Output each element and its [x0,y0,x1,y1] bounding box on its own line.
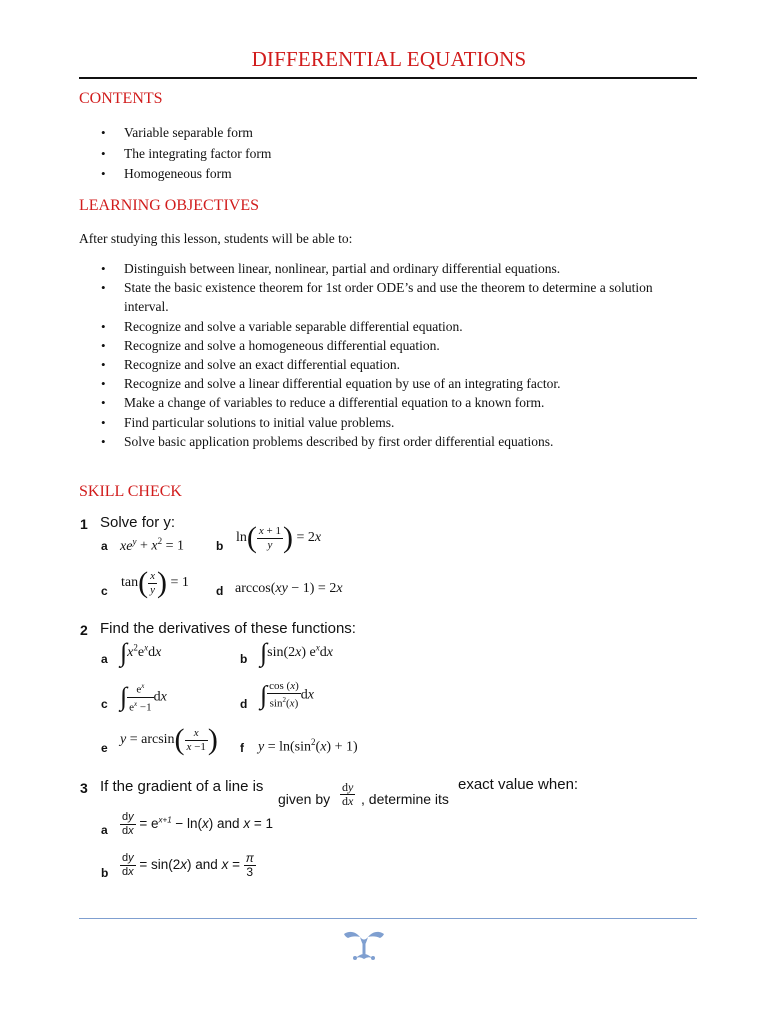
list-item: • Distinguish between linear, nonlinear, partial and ordinary differential equations. [79,259,694,278]
equation-2f: $y = \ln(\sin^2(x) + 1)$ [258,737,358,755]
part-label: e [101,741,108,755]
title-rule [79,77,697,79]
list-item: • Recognize and solve a variable separable differential equation. [79,317,694,336]
equation-2d: ∫ $\frac{\cos (x)}{\sin^2(x)}$ dx [260,680,314,710]
part-label: c [101,697,108,711]
question-text: Solve for y: [100,514,176,531]
equation-3a: $\frac{dy}{dx}$ = $e^{x+1} - \ln(x)$ and x = 1 [122,811,273,837]
equation-1c: tan( $\frac{x}{y}$ ) = 1 [121,566,189,599]
question-number: 3 [80,780,88,796]
list-item: • State the basic existence theorem for 1st order ODE’s and use the theorem to determine a solution interval. [79,278,694,316]
fleuron-icon [342,928,386,964]
equation-3b: $\frac{dy}{dx}$ = sin(2x) and x = $\frac{\pi}{3}$ [122,851,254,879]
part-label: d [240,697,248,711]
part-label: b [240,652,248,666]
equation-1a: $xe^y + x^2 = 1$ [120,536,184,554]
skill-check-heading: SKILL CHECK [79,483,182,500]
equation-2b: ∫sin(2x) $e^xdx$ [260,638,333,667]
contents-heading: CONTENTS [79,90,163,107]
part-label: d [216,584,224,598]
equation-2c: ∫ $\frac{e^x}{e^x -1}$ dx [120,682,167,714]
part-label: a [101,652,108,666]
objectives-list [79,259,694,451]
equation-2a: $\int x^2e^xdx$ [120,638,162,667]
equation-1d: arccos(xy − 1) = 2x [235,581,343,596]
list-item: • Recognize and solve an exact differential equation. [79,355,694,374]
question-text: If the gradient of a line is [100,778,264,795]
question-number: 2 [80,622,88,638]
list-item: • Make a change of variables to reduce a differential equation to a known form. [79,393,694,412]
list-item: • Solve basic application problems described by first order differential equations. [79,432,694,451]
objectives-heading: LEARNING OBJECTIVES [79,197,259,214]
equation-2e: y = arcsin( $\frac{x}{x -1}$ ) [120,723,218,756]
question-text-continued: , determine its [361,791,449,807]
question-text-continued: exact value when: [458,776,579,793]
part-label: c [101,584,108,598]
list-item: • The integrating factor form [79,144,694,163]
list-item: • Variable separable form [79,123,694,142]
objectives-intro: After studying this lesson, students will be able to: [79,231,353,246]
question-text-continued: given by [278,791,331,807]
equation-dy-dx: $\frac{dy}{dx}$ [342,780,354,808]
equation-1b: ln( $\frac{x + 1}{y}$ ) = 2x [236,521,322,554]
list-item: • Recognize and solve a linear differential equation by use of an integrating factor. [79,374,694,393]
footer-rule [79,918,697,919]
question-text: Find the derivatives of these functions: [100,620,356,637]
list-item: • Recognize and solve a homogeneous differential equation. [79,336,694,355]
contents-list [79,123,694,184]
part-label: a [101,823,108,837]
list-item: • Find particular solutions to initial value problems. [79,413,694,432]
part-label: b [216,539,224,553]
question-number: 1 [80,516,88,532]
part-label: a [101,539,108,553]
part-label: b [101,866,109,880]
part-label: f [240,741,244,755]
page-title: DIFFERENTIAL EQUATIONS [251,47,527,71]
list-item: • Homogeneous form [79,164,694,183]
